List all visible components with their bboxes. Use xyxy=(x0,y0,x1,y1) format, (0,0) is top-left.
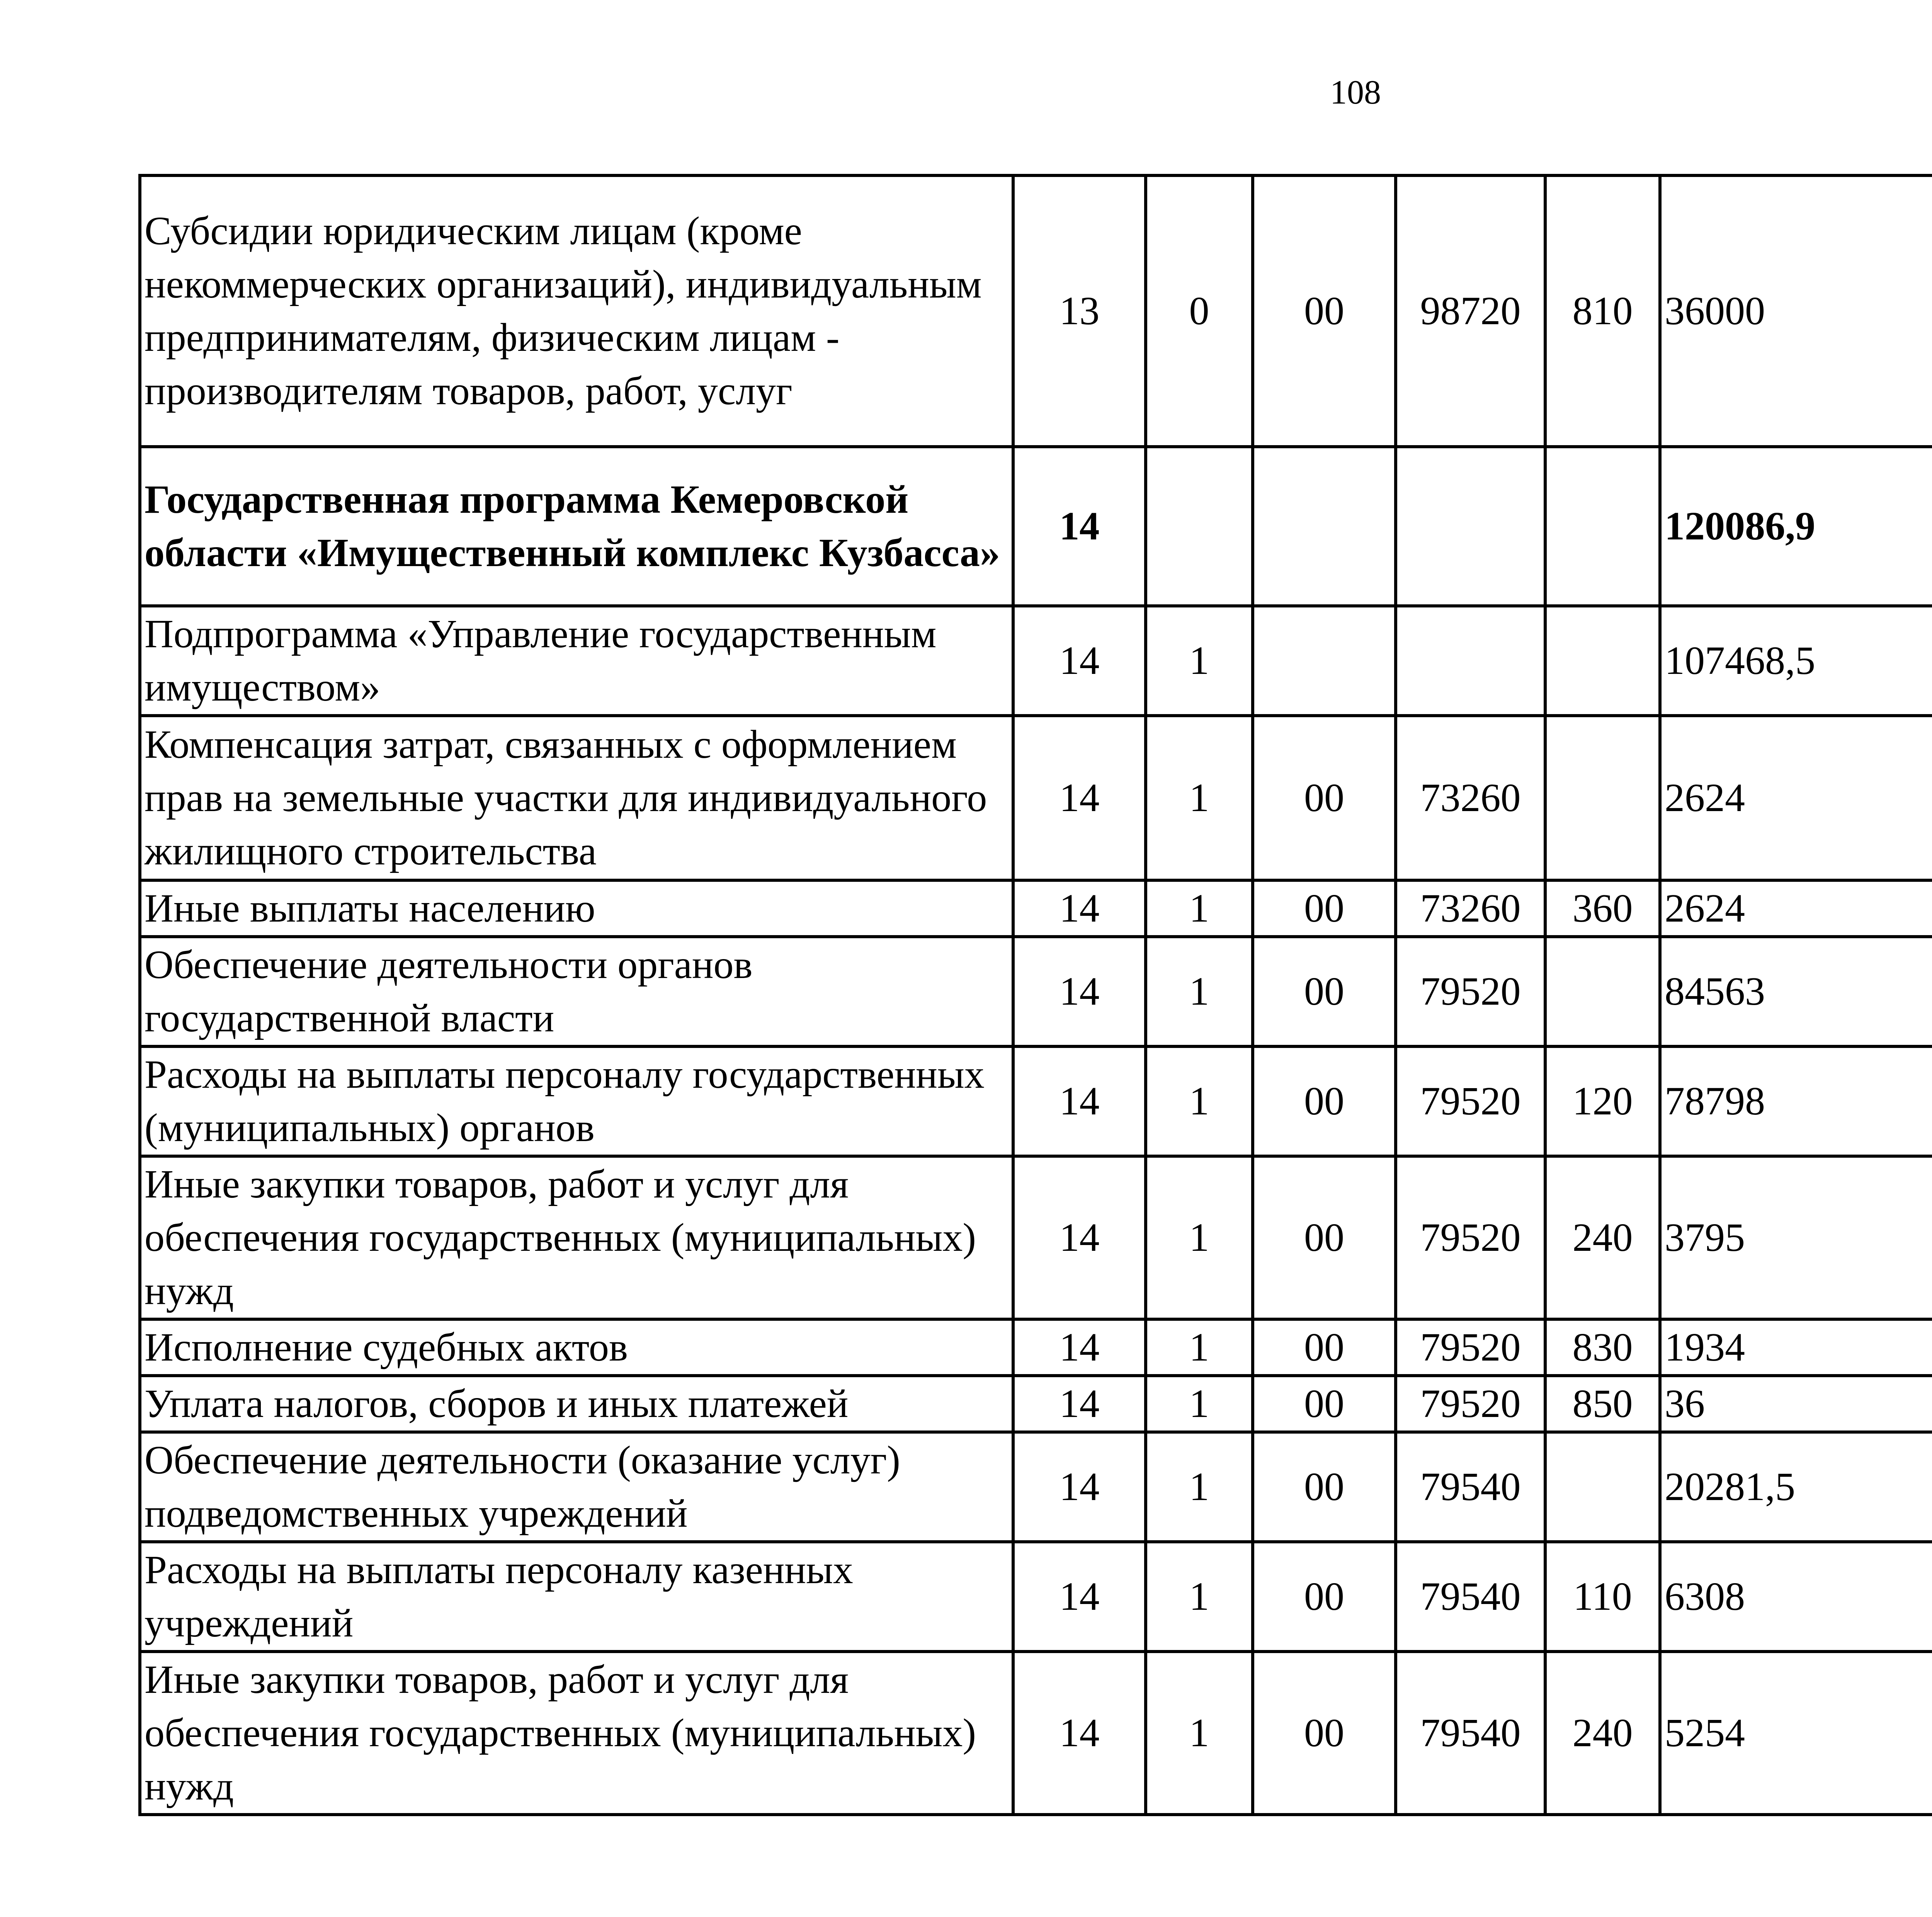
table-row xyxy=(140,447,1932,606)
row-amount-1: 120086,9 xyxy=(1660,447,1932,606)
row-amount-1: 20281,5 xyxy=(1660,1432,1932,1542)
row-code-4 xyxy=(1396,606,1545,716)
row-code-1: 14 xyxy=(1013,880,1146,937)
row-code-3: 00 xyxy=(1253,716,1396,880)
row-amount-1: 84563 xyxy=(1660,937,1932,1046)
row-code-1: 14 xyxy=(1013,1376,1146,1432)
row-amount-1: 36 xyxy=(1660,1376,1932,1432)
row-name: Компенсация затрат, связанных с оформлением прав на земельные участки для индивидуального жилищного строительства xyxy=(140,716,1013,880)
row-code-4: 73260 xyxy=(1396,716,1545,880)
row-code-1: 14 xyxy=(1013,1156,1146,1319)
row-amount-1: 6308 xyxy=(1660,1542,1932,1652)
row-code-3: 00 xyxy=(1253,937,1396,1046)
row-name: Иные выплаты населению xyxy=(140,880,1013,937)
row-code-5 xyxy=(1545,1432,1660,1542)
row-amount-1: 3795 xyxy=(1660,1156,1932,1319)
row-name: Обеспечение деятельности органов государственной власти xyxy=(140,937,1013,1046)
row-code-5: 810 xyxy=(1545,175,1660,447)
page-number: 108 xyxy=(1330,74,1381,111)
row-name: Субсидии юридическим лицам (кроме некоммерческих организаций), индивидуальным предпринимателям, физическим лицам - производителям товаров, работ, услуг xyxy=(140,175,1013,447)
table-row xyxy=(140,175,1932,447)
row-amount-1: 2624 xyxy=(1660,880,1932,937)
table-row xyxy=(140,1652,1932,1815)
row-code-2: 1 xyxy=(1146,606,1253,716)
row-amount-1: 1934 xyxy=(1660,1319,1932,1376)
table-row xyxy=(140,606,1932,716)
row-code-2: 1 xyxy=(1146,716,1253,880)
row-code-3: 00 xyxy=(1253,1376,1396,1432)
table-row xyxy=(140,1432,1932,1542)
table-row xyxy=(140,1319,1932,1376)
row-code-3 xyxy=(1253,606,1396,716)
row-code-5: 240 xyxy=(1545,1156,1660,1319)
row-amount-1: 5254 xyxy=(1660,1652,1932,1815)
row-code-1: 13 xyxy=(1013,175,1146,447)
row-name: Подпрограмма «Управление государственным имуществом» xyxy=(140,606,1013,716)
row-code-5 xyxy=(1545,606,1660,716)
table-row xyxy=(140,1156,1932,1319)
row-name: Иные закупки товаров, работ и услуг для обеспечения государственных (муниципальных) нужд xyxy=(140,1652,1013,1815)
row-name: Государственная программа Кемеровской области «Имущественный комплекс Кузбасса» xyxy=(140,447,1013,606)
row-code-4: 79520 xyxy=(1396,1046,1545,1156)
table-row xyxy=(140,1542,1932,1652)
row-code-4: 79540 xyxy=(1396,1652,1545,1815)
row-code-3: 00 xyxy=(1253,1156,1396,1319)
row-code-4: 79520 xyxy=(1396,937,1545,1046)
row-code-2: 1 xyxy=(1146,1046,1253,1156)
row-name: Расходы на выплаты персоналу государственных (муниципальных) органов xyxy=(140,1046,1013,1156)
row-code-2: 1 xyxy=(1146,1652,1253,1815)
row-amount-1: 78798 xyxy=(1660,1046,1932,1156)
row-code-1: 14 xyxy=(1013,1432,1146,1542)
row-code-3: 00 xyxy=(1253,880,1396,937)
row-code-5: 850 xyxy=(1545,1376,1660,1432)
row-code-3: 00 xyxy=(1253,1542,1396,1652)
row-code-5: 240 xyxy=(1545,1652,1660,1815)
row-code-2: 1 xyxy=(1146,1319,1253,1376)
row-code-3: 00 xyxy=(1253,1046,1396,1156)
table-row xyxy=(140,716,1932,880)
row-code-2: 1 xyxy=(1146,1542,1253,1652)
row-code-5: 110 xyxy=(1545,1542,1660,1652)
row-code-4: 73260 xyxy=(1396,880,1545,937)
row-code-5 xyxy=(1545,937,1660,1046)
row-code-5: 830 xyxy=(1545,1319,1660,1376)
row-name: Исполнение судебных актов xyxy=(140,1319,1013,1376)
row-code-2: 1 xyxy=(1146,880,1253,937)
row-code-3 xyxy=(1253,447,1396,606)
row-code-1: 14 xyxy=(1013,606,1146,716)
budget-table xyxy=(138,174,1932,1816)
row-code-3: 00 xyxy=(1253,1319,1396,1376)
row-code-3: 00 xyxy=(1253,1432,1396,1542)
row-code-4: 79520 xyxy=(1396,1376,1545,1432)
row-code-1: 14 xyxy=(1013,1319,1146,1376)
row-code-2 xyxy=(1146,447,1253,606)
row-name: Иные закупки товаров, работ и услуг для обеспечения государственных (муниципальных) нужд xyxy=(140,1156,1013,1319)
row-code-1: 14 xyxy=(1013,1046,1146,1156)
row-code-4: 79520 xyxy=(1396,1319,1545,1376)
row-code-2: 1 xyxy=(1146,1432,1253,1542)
row-code-5 xyxy=(1545,447,1660,606)
table-row xyxy=(140,1376,1932,1432)
row-code-4 xyxy=(1396,447,1545,606)
table-row xyxy=(140,1046,1932,1156)
row-code-1: 14 xyxy=(1013,716,1146,880)
table-row xyxy=(140,937,1932,1046)
row-amount-1: 36000 xyxy=(1660,175,1932,447)
row-code-3: 00 xyxy=(1253,175,1396,447)
row-amount-1: 107468,5 xyxy=(1660,606,1932,716)
table-row xyxy=(140,880,1932,937)
row-code-5: 120 xyxy=(1545,1046,1660,1156)
row-code-2: 1 xyxy=(1146,1376,1253,1432)
row-name: Уплата налогов, сборов и иных платежей xyxy=(140,1376,1013,1432)
row-code-4: 98720 xyxy=(1396,175,1545,447)
row-code-4: 79540 xyxy=(1396,1542,1545,1652)
row-code-1: 14 xyxy=(1013,937,1146,1046)
row-code-4: 79540 xyxy=(1396,1432,1545,1542)
row-amount-1: 2624 xyxy=(1660,716,1932,880)
row-code-4: 79520 xyxy=(1396,1156,1545,1319)
row-code-2: 0 xyxy=(1146,175,1253,447)
row-code-1: 14 xyxy=(1013,447,1146,606)
row-code-5: 360 xyxy=(1545,880,1660,937)
row-name: Расходы на выплаты персоналу казенных учреждений xyxy=(140,1542,1013,1652)
row-name: Обеспечение деятельности (оказание услуг) подведомственных учреждений xyxy=(140,1432,1013,1542)
row-code-2: 1 xyxy=(1146,1156,1253,1319)
row-code-1: 14 xyxy=(1013,1542,1146,1652)
row-code-3: 00 xyxy=(1253,1652,1396,1815)
row-code-2: 1 xyxy=(1146,937,1253,1046)
row-code-1: 14 xyxy=(1013,1652,1146,1815)
row-code-5 xyxy=(1545,716,1660,880)
